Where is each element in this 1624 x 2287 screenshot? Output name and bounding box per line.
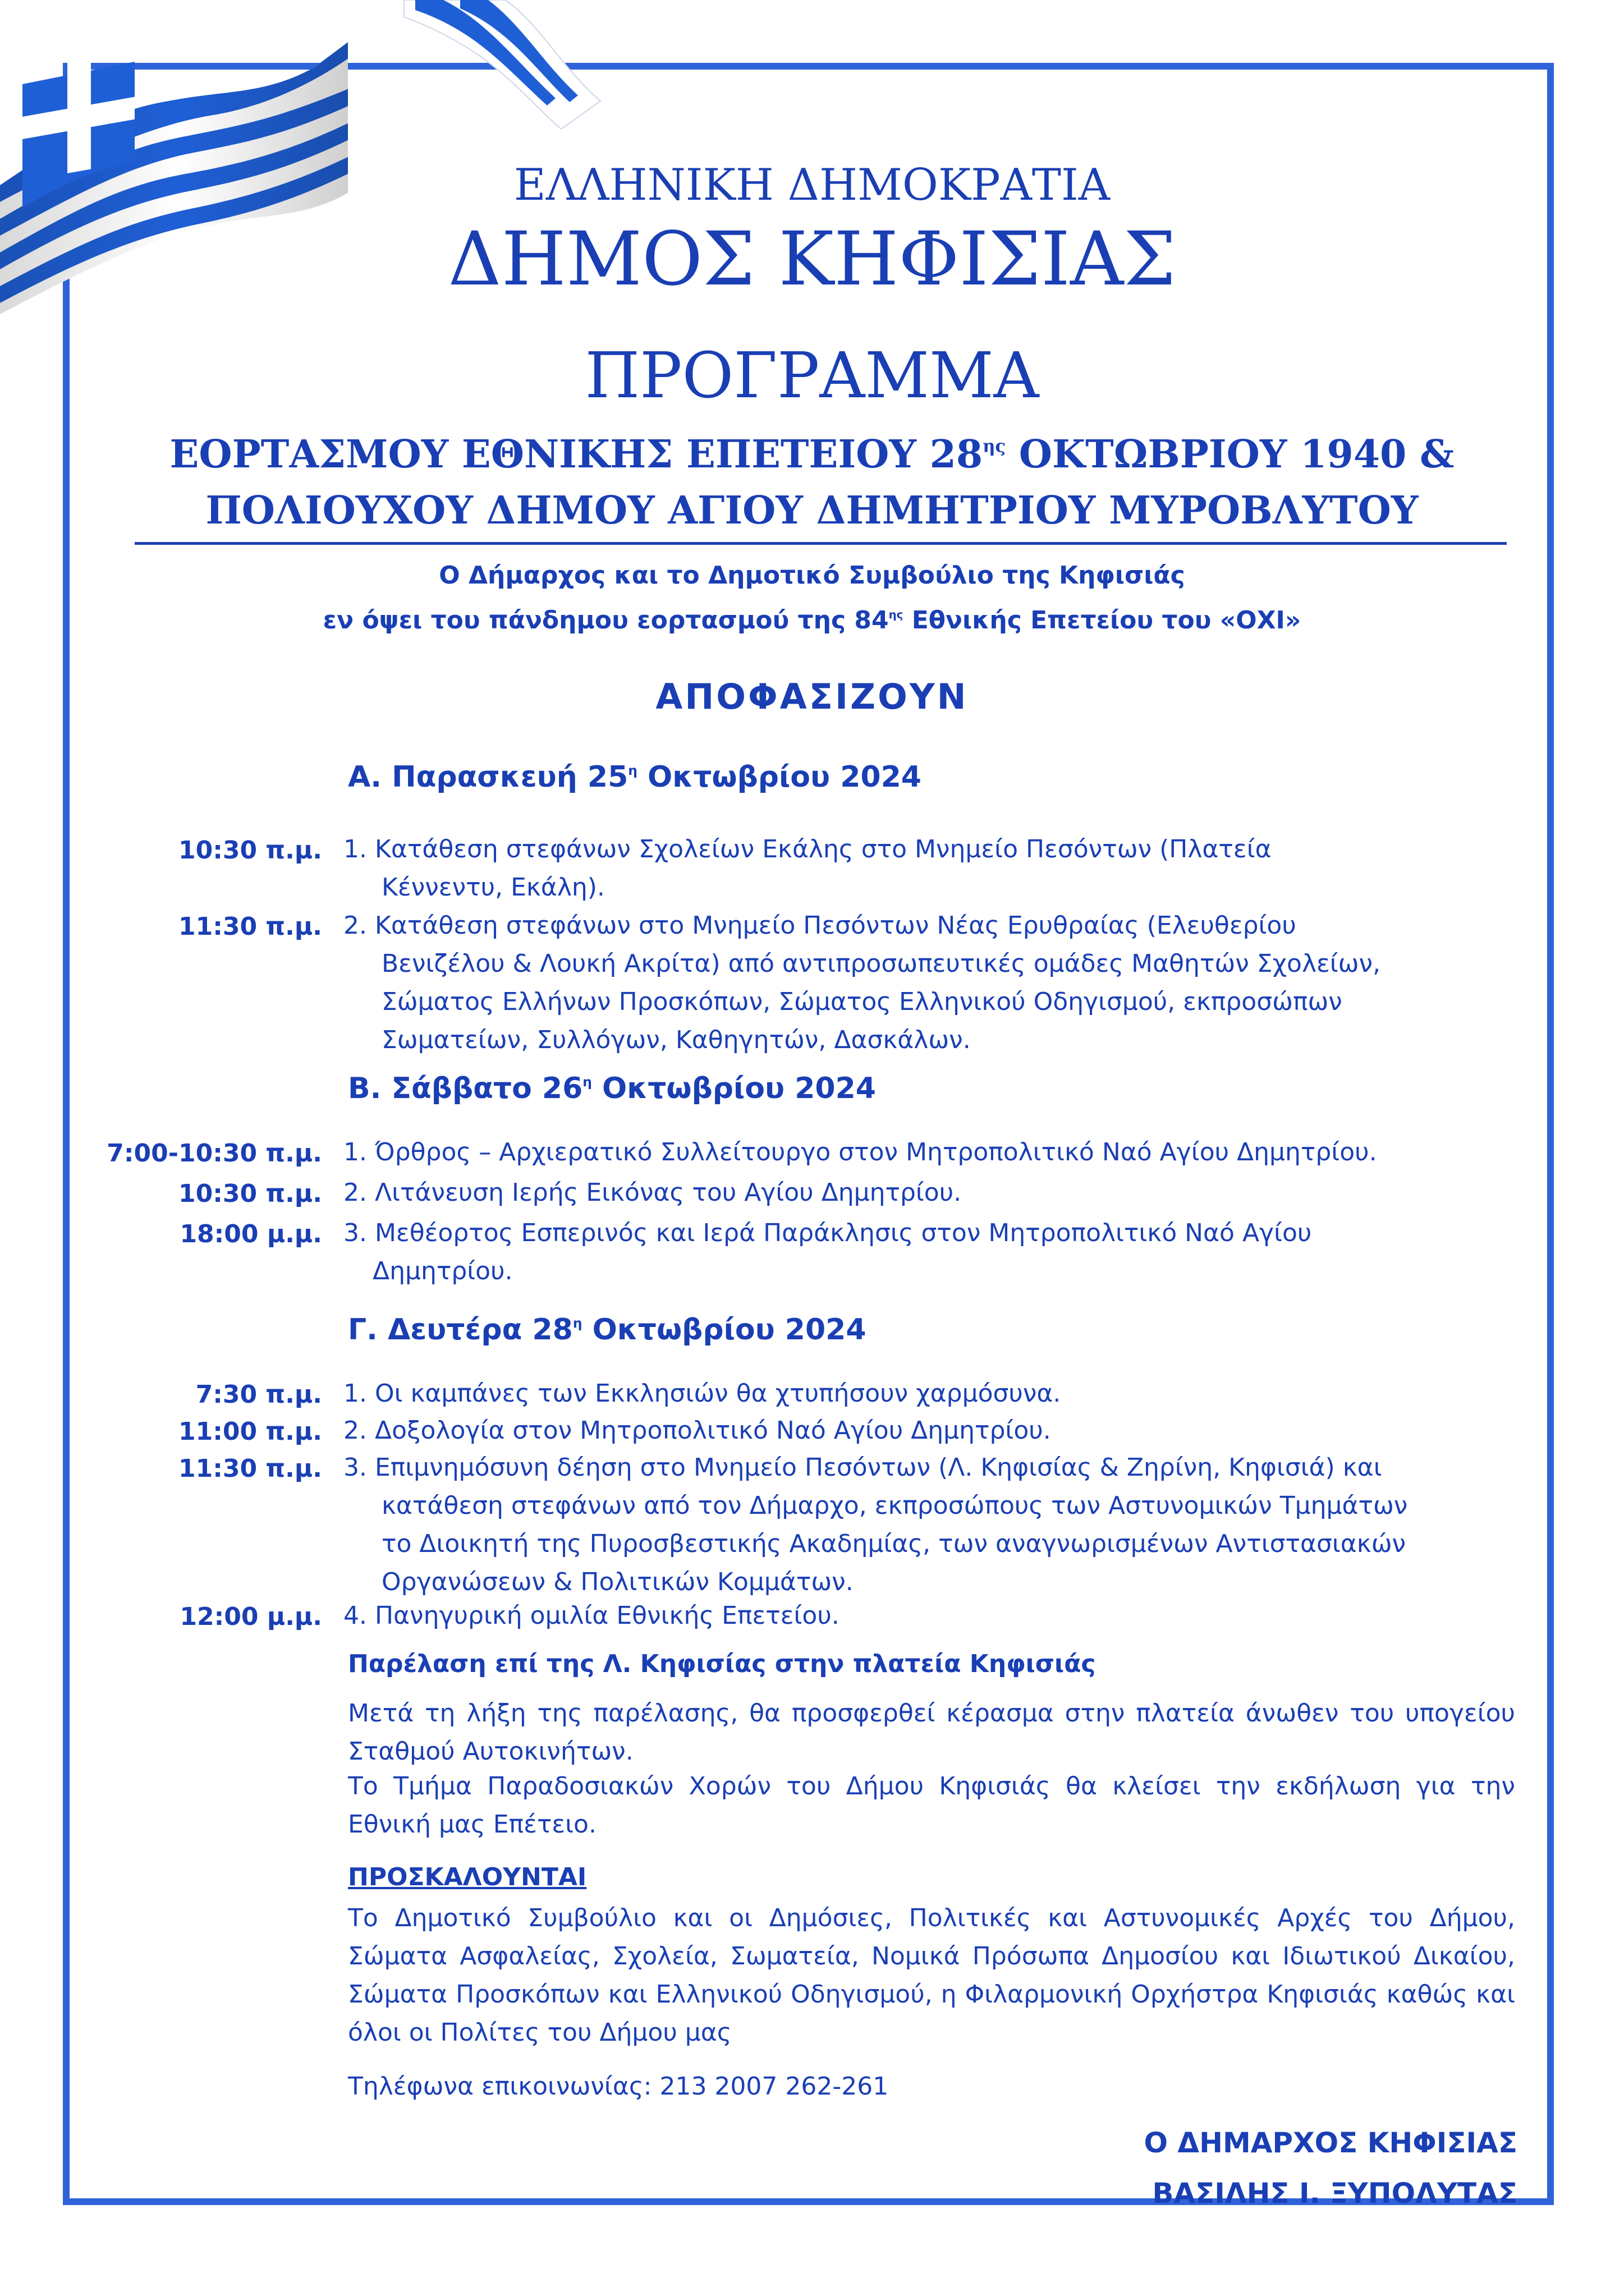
event-item: 3. Μεθέορτος Εσπερινός και Ιερά Παράκλησις στον Μητροπολιτικό Ναό Αγίου Δημητρίου. xyxy=(343,1219,1312,1285)
event-time: 11:30 π.μ. xyxy=(178,1454,322,1483)
intro-line-1: Ο Δήμαρχος και το Δημοτικό Συμβούλιο της Κηφισιάς xyxy=(439,561,1185,590)
decide-heading: ΑΠΟΦΑΣΙΖΟΥΝ xyxy=(655,676,969,717)
event-item: 3. Επιμνημόσυνη δέηση στο Μνημείο Πεσόντων (Λ. Κηφισίας & Ζηρίνη, Κηφισιά) και κατάθεση στεφάνων από τον Δήμαρχο, εκπροσώπους των Αστυνομικών Τμημάτων το Διοικητή της Πυροσβεστικής Ακαδημίας, των αναγνωρισμένων Αντιστασιακών Οργανώσεων & Πολιτικών Κομμάτων. xyxy=(343,1453,1408,1596)
signature-name: ΒΑΣΙΛΗΣ Ι. ΞΥΠΟΛΥΤΑΣ xyxy=(1152,2177,1517,2210)
event-time: 7:30 π.μ. xyxy=(195,1380,322,1409)
event-time: 12:00 μ.μ. xyxy=(180,1602,322,1631)
event-time: 11:00 π.μ. xyxy=(178,1417,322,1446)
signature-role: Ο ΔΗΜΑΡΧΟΣ ΚΗΦΙΣΙΑΣ xyxy=(1144,2127,1517,2159)
contact-phone: Τηλέφωνα επικοινωνίας: 213 2007 262-261 xyxy=(348,2072,889,2101)
event-item: 2. Δοξολογία στον Μητροπολιτικό Ναό Αγίου Δημητρίου. xyxy=(343,1416,1051,1445)
event-time: 18:00 μ.μ. xyxy=(180,1220,322,1248)
day-heading-a: Α. Παρασκευή $25^\eta$ Οκτωβρίου 2024 xyxy=(348,760,921,794)
municipality-title: ΔΗΜΟΣ ΚΗΦΙΣΙΑΣ xyxy=(448,216,1176,302)
event-item: 2. Κατάθεση στεφάνων στο Μνημείο Πεσόντων Νέας Ερυθραίας (Ελευθερίου Βενιζέλου & Λουκή Ακρίτα) από αντιπροσωπευτικές ομάδες Μαθητών Σχολείων, Σώματος Ελλήνων Προσκόπων, Σώματος Ελληνικού Οδηγισμού, εκπροσώπων Σωματείων, Συλλόγων, Καθηγητών, Δασκάλων. xyxy=(343,911,1381,1054)
event-item: 2. Λιτάνευση Ιερής Εικόνας του Αγίου Δημητρίου. xyxy=(343,1178,962,1207)
event-time: 11:30 π.μ. xyxy=(178,912,322,941)
event-item: 1. Οι καμπάνες των Εκκλησιών θα χτυπήσουν χαρμόσυνα. xyxy=(343,1379,1061,1408)
day-heading-b: Β. Σάββατο $26^\eta$ Οκτωβρίου 2024 xyxy=(348,1072,876,1105)
day-heading-c: Γ. Δευτέρα $28^\eta$ Οκτωβρίου 2024 xyxy=(348,1313,866,1347)
event-time: 10:30 π.μ. xyxy=(178,1179,322,1208)
invite-text: Το Δημοτικό Συμβούλιο και οι Δημόσιες, Πολιτικές και Αστυνομικές Αρχές του Δήμου, Σώματα Ασφαλείας, Σχολεία, Σωματεία, Νομικά Πρόσωπα Δημοσίου και Ιδιωτικού Δικαίου, Σώματα Προσκόπων και Ελληνικού Οδηγισμού, η Φιλαρμονική Ορχήστρα Κηφισιάς καθώς και όλοι οι Πολίτες του Δήμου μας xyxy=(348,1904,1515,2047)
program-title: ΠΡΟΓΡΑΜΜΑ xyxy=(585,339,1039,412)
subtitle-line-2: ΠΟΛΙΟΥΧΟΥ ΔΗΜΟΥ ΑΓΙΟΥ ΔΗΜΗΤΡΙΟΥ ΜΥΡΟΒΛΥΤΟΥ xyxy=(205,488,1419,533)
divider xyxy=(135,542,1507,545)
flag-ribbon-tail-icon xyxy=(393,0,673,129)
event-item: 1. Κατάθεση στεφάνων Σχολείων Εκάλης στο Μνημείο Πεσόντων (Πλατεία Κέννεντυ, Εκάλη). xyxy=(343,835,1272,902)
event-item: 4. Πανηγυρική ομιλία Εθνικής Επετείου. xyxy=(343,1601,839,1630)
republic-title: ΕΛΛΗΝΙΚΗ ΔΗΜΟΚΡΑΤΙΑ xyxy=(513,160,1111,210)
subtitle-line-1: ΕΟΡΤΑΣΜΟΥ ΕΘΝΙΚΗΣ ΕΠΕΤΕΙΟΥ $28^{\eta\varsigma}$ ΟΚΤΩΒΡΙΟΥ 1940 & xyxy=(169,432,1455,477)
invite-heading: ΠΡΟΣΚΑΛΟΥΝΤΑΙ xyxy=(348,1863,587,1891)
event-time: 10:30 π.μ. xyxy=(178,836,322,865)
parade-text-1: Μετά τη λήξη της παρέλασης, θα προσφερθεί κέρασμα στην πλατεία άνωθεν του υπογείου Σταθμού Αυτοκινήτων. xyxy=(348,1699,1515,1766)
parade-text-2: Το Τμήμα Παραδοσιακών Χορών του Δήμου Κηφισιάς θα κλείσει την εκδήλωση για την Εθνική μας Επέτειο. xyxy=(348,1772,1515,1839)
intro-line-2: εν όψει του πάνδημου εορτασμού της $84^{\eta\varsigma}$ Εθνικής Επετείου του «ΟΧΙ» xyxy=(323,606,1301,635)
event-time: 7:00-10:30 π.μ. xyxy=(107,1139,322,1168)
parade-heading: Παρέλαση επί της Λ. Κηφισίας στην πλατεία Κηφισιάς xyxy=(348,1650,1096,1678)
event-item: 1. Όρθρος – Αρχιερατικό Συλλείτουργο στον Μητροπολιτικό Ναό Αγίου Δημητρίου. xyxy=(343,1138,1377,1167)
